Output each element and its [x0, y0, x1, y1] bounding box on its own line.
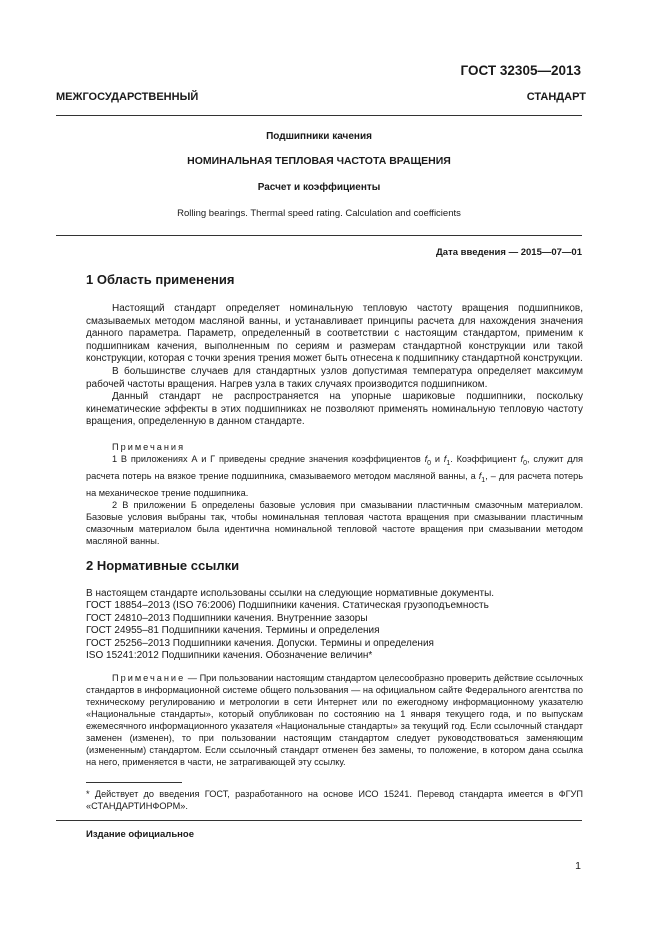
reference-item: ГОСТ 18854–2013 (ISO 76:2006) Подшипники качения. Статическая грузоподъемность: [86, 600, 489, 612]
section-1-heading: 1 Область применения: [86, 272, 235, 287]
title-subject: Подшипники качения: [266, 131, 372, 142]
interstate-standard-title: МЕЖГОСУДАРСТВЕННЫЙ СТАНДАРТ: [56, 91, 586, 103]
note-1: 1 В приложениях А и Г приведены средние значения коэффициентов $f_0$ и $f_1$. Коэффициент $f_0$, служит для расчета потерь на вязкое трение подшипника, смазываемого методом масляной ванны, а $f_1$, – для расчета потерь на механическое трение подшипника.: [86, 453, 584, 498]
intro-date-label: Дата введения: [436, 247, 506, 258]
reference-item: ГОСТ 24955–81 Подшипники качения. Термины и определения: [86, 625, 380, 637]
page-number: 1: [575, 860, 581, 872]
reference-item: ISO 15241:2012 Подшипники качения. Обозначение величин*: [86, 650, 373, 662]
footnote: * Действует до введения ГОСТ, разработанного на основе ИСО 15241. Перевод стандарта имеется в ФГУП «СТАНДАРТИНФОРМ».: [86, 789, 583, 811]
title-bottom-divider: [56, 235, 582, 236]
top-divider: [56, 115, 582, 116]
title-subtitle: Расчет и коэффициенты: [257, 182, 381, 193]
references-note-text: — При пользовании настоящим стандартом целесообразно проверить действие ссылочных стандартов в информационной системе общего пользования — на официальном сайте Федерального агентства по техническому регулированию и метрологии в сети Интернет или по ежегодному информационному указателю «Национальные стандарты», который опубликован по состоянию на 1 января текущего года, и по выпускам ежемесячного информационного указателя «Национальные стандарты» за текущий год. Если ссылочный стандарт заменен (изменен), то при пользовании настоящим стандартом следует руководствоваться заменяющим (измененным) стандартом. Если ссылочный стандарт отменен без замены, то положение, в котором дана ссылка на него, применяется в части, не затрагивающей эту ссылку.: [86, 673, 583, 768]
intro-date-value: — 2015—07—01: [508, 247, 582, 258]
standard-number: ГОСТ 32305—2013: [460, 63, 581, 78]
references-note-label: Примечание: [112, 673, 186, 684]
introduction-date: [436, 247, 582, 258]
reference-item: ГОСТ 25256–2013 Подшипники качения. Допуски. Термины и определения: [86, 637, 434, 649]
section-1-paragraph-1: Настоящий стандарт определяет номинальную тепловую частоту вращения подшипников, смазываемых методом масляной ванны, и устанавливает принципы расчета для нахождения значения данного параметра. Параметр, определенный в соответствии с настоящим стандартом, применим к подшипникам качения, выполненным по сериям и размерам стандартной конструкции или такой конструкции, которая с точки зрения трения может быть отнесена к подшипнику стандартной конструкции.: [86, 303, 583, 365]
section-2: [86, 558, 583, 768]
title-english: Rolling bearings. Thermal speed rating. Calculation and coefficients: [177, 208, 461, 219]
references-note: [86, 672, 583, 768]
section-1-paragraph-3: Данный стандарт не распространяется на упорные шариковые подшипники, поскольку кинематические эффекты в этих подшипниках не позволяют применять номинальную тепловую частоту вращения, определенную в данном стандарте.: [86, 391, 583, 428]
section-1: [86, 272, 583, 547]
edition-label: Издание официальное: [86, 829, 194, 840]
reference-item: ГОСТ 24810–2013 Подшипники качения. Внутренние зазоры: [86, 612, 368, 624]
note-2: 2 В приложении Б определены базовые условия при смазывании пластичным смазочным материалом. Базовые условия выбраны так, чтобы номинальная тепловая частота вращения при смазывании пластичным смазочным материалом была идентична номинальной тепловой частоте вращения при смазывании методом масляной ванны.: [86, 499, 583, 546]
section-2-heading: 2 Нормативные ссылки: [86, 558, 240, 573]
edition-divider: [56, 820, 582, 821]
section-1-paragraph-2: В большинстве случаев для стандартных узлов допустимая температура определяет максимум рабочей частоты вращения. Нагрев узла в таких случаях производится подшипником.: [86, 365, 583, 390]
footnote-divider: [86, 782, 182, 783]
references-intro: В настоящем стандарте использованы ссылки на следующие нормативные документы.: [86, 588, 495, 599]
title-main: НОМИНАЛЬНАЯ ТЕПЛОВАЯ ЧАСТОТА ВРАЩЕНИЯ: [187, 155, 451, 167]
notes-heading: Примечания: [112, 441, 186, 452]
